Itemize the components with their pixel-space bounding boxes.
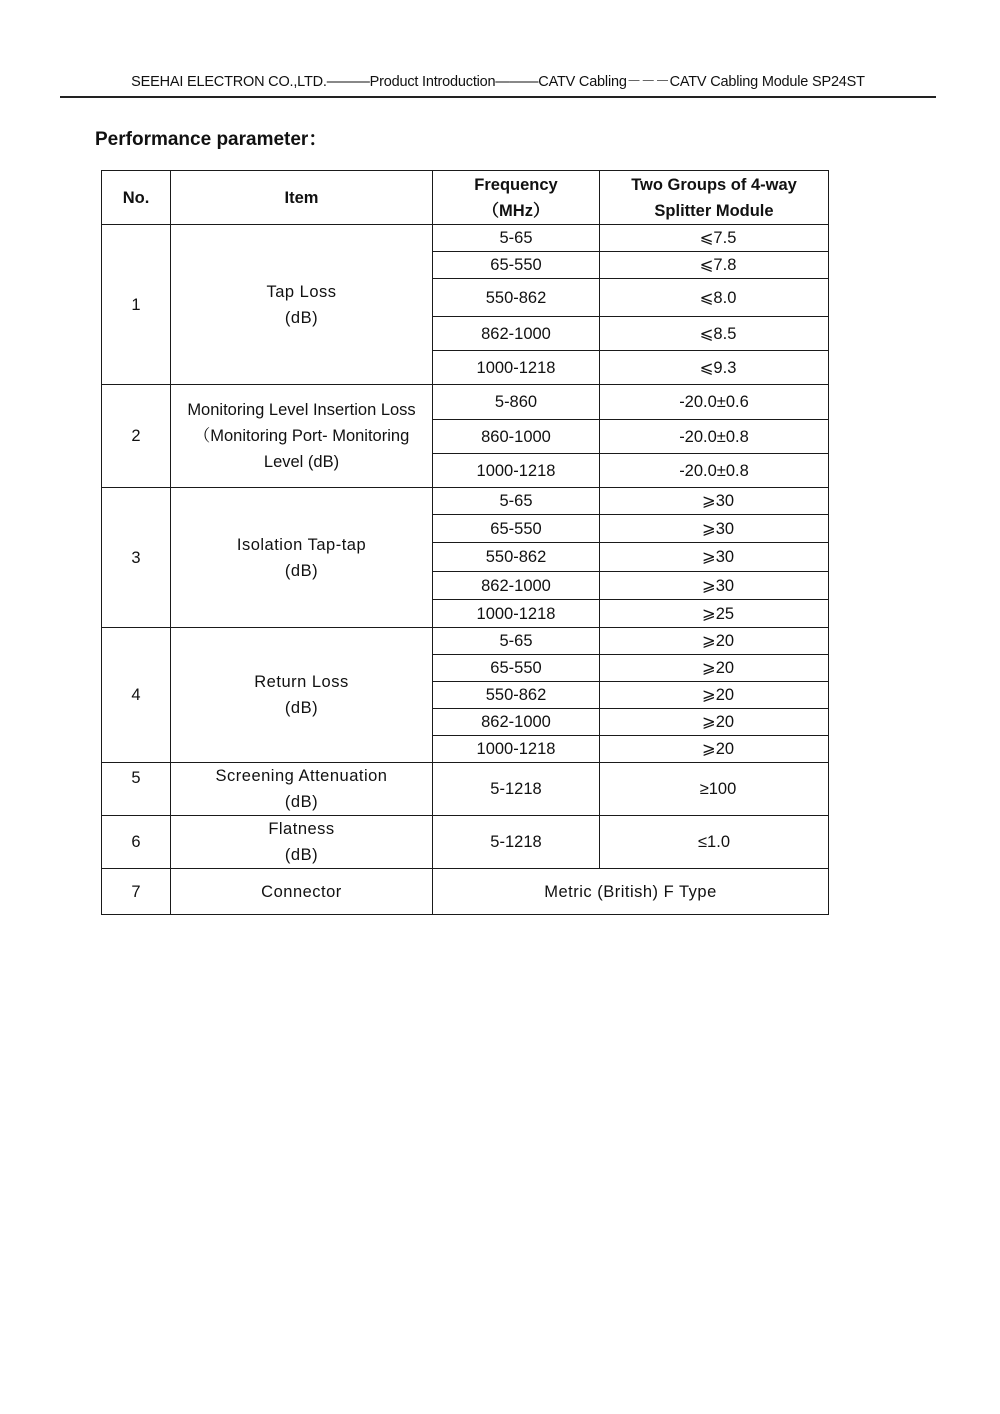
row-frequency: 65-550 [433,515,600,543]
table-row [102,869,829,915]
row-frequency: 5-1218 [433,763,600,816]
row-item [171,816,433,869]
row-value: -20.0±0.8 [600,454,829,488]
row-value: ⩾30 [600,572,829,600]
row-item-line1: Tap Loss [266,282,337,301]
column-header-item-text: Item [284,188,319,207]
row-no: 7 [102,869,171,915]
row-value: ⩾25 [600,600,829,628]
row-value: ⩾20 [600,655,829,682]
column-header-value-line1: Two Groups of 4-way [631,175,797,194]
row-item-line1: Isolation Tap-tap [236,535,367,554]
section-title: Performance parameter： [95,129,328,150]
row-item-line2: (dB) [284,846,319,864]
row-no: 4 [102,628,171,763]
table-row [102,763,829,816]
row-frequency: 862-1000 [433,709,600,736]
row-value: ⩾30 [600,488,829,515]
row-no: 1 [102,225,171,385]
row-value: -20.0±0.8 [600,420,829,454]
row-item-line1: Return Loss [254,673,349,691]
column-header-no-text: No. [122,188,150,207]
row-value: ⩾20 [600,736,829,763]
row-value: ⩾30 [600,543,829,572]
row-item-line2: (dB) [284,308,319,327]
running-header: SEEHAI ELECTRON CO.,LTD.———Product Introduction———CATV Cabling－－－CATV Cabling Module SP24ST [131,74,865,90]
row-item-line2: (dB) [284,561,319,580]
row-merged-value: Metric (British) F Type [433,869,829,915]
row-value: ⩽7.5 [600,225,829,252]
row-value: ⩽9.3 [600,351,829,385]
row-no: 3 [102,488,171,628]
row-item-line2: (dB) [284,699,319,717]
row-value: ⩾20 [600,709,829,736]
row-frequency: 5-860 [433,385,600,420]
row-value: ⩽8.0 [600,279,829,317]
row-item [171,488,433,628]
row-value: -20.0±0.6 [600,385,829,420]
column-header-value [600,171,829,225]
row-frequency: 1000-1218 [433,454,600,488]
column-header-no [102,171,171,225]
row-frequency: 550-862 [433,279,600,317]
row-item-line1: Flatness [268,820,335,838]
row-frequency: 860-1000 [433,420,600,454]
table-row [102,816,829,869]
row-frequency: 550-862 [433,543,600,572]
row-no: 6 [102,816,171,869]
table-row [102,225,829,252]
table-row [102,385,829,420]
row-item-line2: (dB) [284,793,319,811]
row-item [171,225,433,385]
column-header-item [171,171,433,225]
table-row [102,488,829,515]
column-header-value-line2: Splitter Module [654,201,774,220]
row-value: ⩾30 [600,515,829,543]
row-frequency: 65-550 [433,655,600,682]
row-value: ⩾20 [600,682,829,709]
row-frequency: 550-862 [433,682,600,709]
row-frequency: 5-65 [433,628,600,655]
performance-table [101,170,829,915]
row-item-line1: Screening Attenuation [215,767,388,785]
row-item [171,385,433,488]
column-header-frequency [433,171,600,225]
row-value: ⩾20 [600,628,829,655]
row-item-line2: （Monitoring Port- Monitoring [193,427,410,445]
column-header-frequency-line2: （MHz） [482,201,550,220]
row-item-line1: Monitoring Level Insertion Loss [187,401,416,419]
row-no: 5 [102,763,171,816]
row-frequency: 5-1218 [433,816,600,869]
row-item [171,628,433,763]
row-value: ⩽8.5 [600,317,829,351]
row-frequency: 1000-1218 [433,736,600,763]
row-frequency: 1000-1218 [433,600,600,628]
row-frequency: 862-1000 [433,572,600,600]
row-item [171,763,433,816]
header-rule [60,96,936,98]
row-frequency: 1000-1218 [433,351,600,385]
table-header-row [102,171,829,225]
row-item: Connector [171,869,433,915]
row-no: 2 [102,385,171,488]
column-header-frequency-line1: Frequency [474,175,558,194]
row-frequency: 65-550 [433,252,600,279]
row-frequency: 862-1000 [433,317,600,351]
row-value: ≤1.0 [600,816,829,869]
row-value: ≥100 [600,763,829,816]
row-frequency: 5-65 [433,488,600,515]
row-value: ⩽7.8 [600,252,829,279]
row-item-line3: Level (dB) [263,453,340,471]
row-frequency: 5-65 [433,225,600,252]
table-row [102,628,829,655]
